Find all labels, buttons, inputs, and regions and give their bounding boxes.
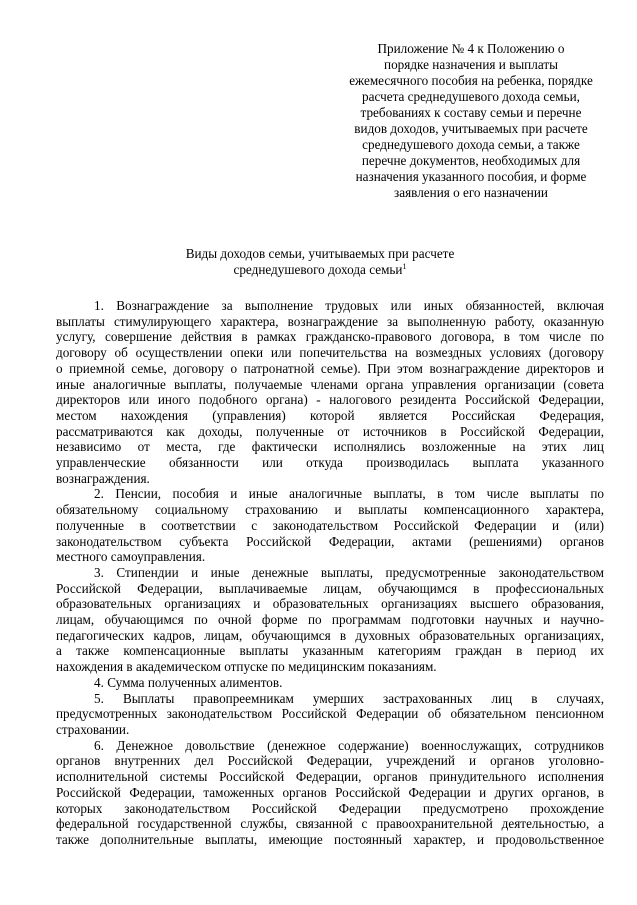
paragraph-3-line: педагогических кадров, лицам, обучающимся в духовных образовательных организациях, [56, 627, 604, 643]
paragraph-6-line: исполнительной системы Российской Федерации, органов принудительного исполнения [56, 769, 604, 785]
paragraph-6-line: Российской Федерации, таможенных органов Российской Федерации и других органов, в [56, 784, 604, 800]
appendix-header [340, 41, 602, 201]
document-title-text: среднедушевого дохода семьи [233, 262, 403, 277]
paragraph-6-line: органов внутренних дел Российской Федерации, учреждений и органов уголовно- [56, 753, 604, 769]
paragraph-3-line: а также компенсационные выплаты указанным категориям граждан в период их [56, 643, 604, 659]
appendix-header-line: расчета среднедушевого дохода семьи, [362, 89, 580, 104]
paragraph-6-line: федеральной государственной службы, связанной с правоохранительной деятельностью, а [56, 816, 604, 832]
paragraph-1-line: вознаграждения. [56, 470, 150, 486]
paragraph-1-line: 1. Вознаграждение за выполнение трудовых или иных обязанностей, включая [94, 298, 604, 313]
paragraph-1-line: местом нахождения (управления) которой является Российская Федерация, [56, 407, 604, 423]
paragraph-3-line: Российской Федерации, выплачиваемые лицам, обучающимся в профессиональных [56, 580, 604, 596]
paragraph-3-line: 3. Стипендии и иные денежные выплаты, предусмотренные законодательством [94, 564, 604, 580]
paragraph-3-line: образовательных организациях и образовательных организациях высшего образования, [56, 596, 604, 612]
appendix-header-line: назначения указанного пособия, и форме [355, 169, 587, 184]
document-title-line-1: Виды доходов семьи, учитываемых при расчете [185, 246, 455, 261]
paragraph-2-line: полученные в соответствии с законодательством Российской Федерации и (или) [56, 517, 604, 533]
paragraph-4-line: 4. Сумма полученных алиментов. [94, 674, 283, 690]
paragraph-1-line: договору об осуществлении опеки или попечительства на возмездных условиях (договору [56, 345, 604, 361]
appendix-header-line: порядке назначения и выплаты [384, 57, 558, 72]
document-title-line-2 [120, 262, 520, 278]
paragraph-3-line: лицам, обучающимся по очной форме по программам подготовки научных и научно- [56, 612, 604, 628]
document-title [120, 246, 520, 278]
appendix-header-line: перечне документов, необходимых для [361, 153, 581, 168]
paragraph-2-line: местного самоуправления. [56, 549, 206, 565]
paragraph-6-line: 6. Денежное довольствие (денежное содержание) военнослужащих, сотрудников [94, 737, 604, 753]
footnote-mark: 1 [402, 262, 407, 271]
page-footer-fragment [255, 898, 475, 905]
document-body [56, 298, 604, 848]
paragraph-6-line: которых законодательством Российской Федерации предусмотрено прохождение [56, 800, 604, 816]
appendix-header-line: среднедушевого дохода семьи, а также [362, 137, 580, 152]
paragraph-5-line: страховании. [56, 721, 130, 737]
appendix-header-line: видов доходов, учитываемых при расчете [354, 121, 588, 136]
appendix-header-line: Приложение № 4 к Положению о [377, 41, 565, 56]
paragraph-1-line: выплаты стимулирующего характера, вознаграждение за выполненную работу, оказанную [56, 313, 604, 329]
paragraph-1-line: управленческие обязанности или откуда производилась выплата указанного [56, 455, 604, 471]
appendix-header-line: заявления о его назначении [394, 185, 548, 200]
appendix-header-line: требованиях к составу семьи и перечне [360, 105, 582, 120]
paragraph-5-line: 5. Выплаты правопреемникам умерших застрахованных лиц в случаях, [94, 690, 604, 706]
appendix-header-line: ежемесячного пособия на ребенка, порядке [349, 73, 593, 88]
paragraph-1-line: иные аналогичные выплаты, получаемые членами органа управления организации (совета [56, 376, 604, 392]
paragraph-1-line: услугу, совершение действия в рамках гражданско-правового договора, в том числе по [56, 329, 604, 345]
paragraph-1-line: независимо от места, где фактически исполнялись возложенные на этих лиц [56, 439, 604, 455]
paragraph-6-line: также дополнительные выплаты, имеющие постоянный характер, и продовольственное [56, 831, 604, 847]
paragraph-1-line: о приемной семье, договору о патронатной семье). При этом вознаграждение директоров и [56, 360, 604, 376]
paragraph-2-line: законодательством субъекта Российской Федерации, актами (решениями) органов [56, 533, 604, 549]
paragraph-5-line: предусмотренных законодательством Российской Федерации об обязательном пенсионном [56, 706, 604, 722]
paragraph-1-line: рассматриваются как доходы, полученные от источников в Российской Федерации, [56, 423, 604, 439]
paragraph-2-line: обязательному социальному страхованию и выплаты компенсационного характера, [56, 502, 604, 518]
paragraph-3-line: нахождения в академическом отпуске по медицинским показаниям. [56, 659, 437, 675]
paragraph-2-line: 2. Пенсии, пособия и иные аналогичные выплаты, в том числе выплаты по [94, 486, 604, 502]
paragraph-1-line: директоров или иного подобного органа) - налогового резидента Российской Федерации, [56, 392, 604, 408]
